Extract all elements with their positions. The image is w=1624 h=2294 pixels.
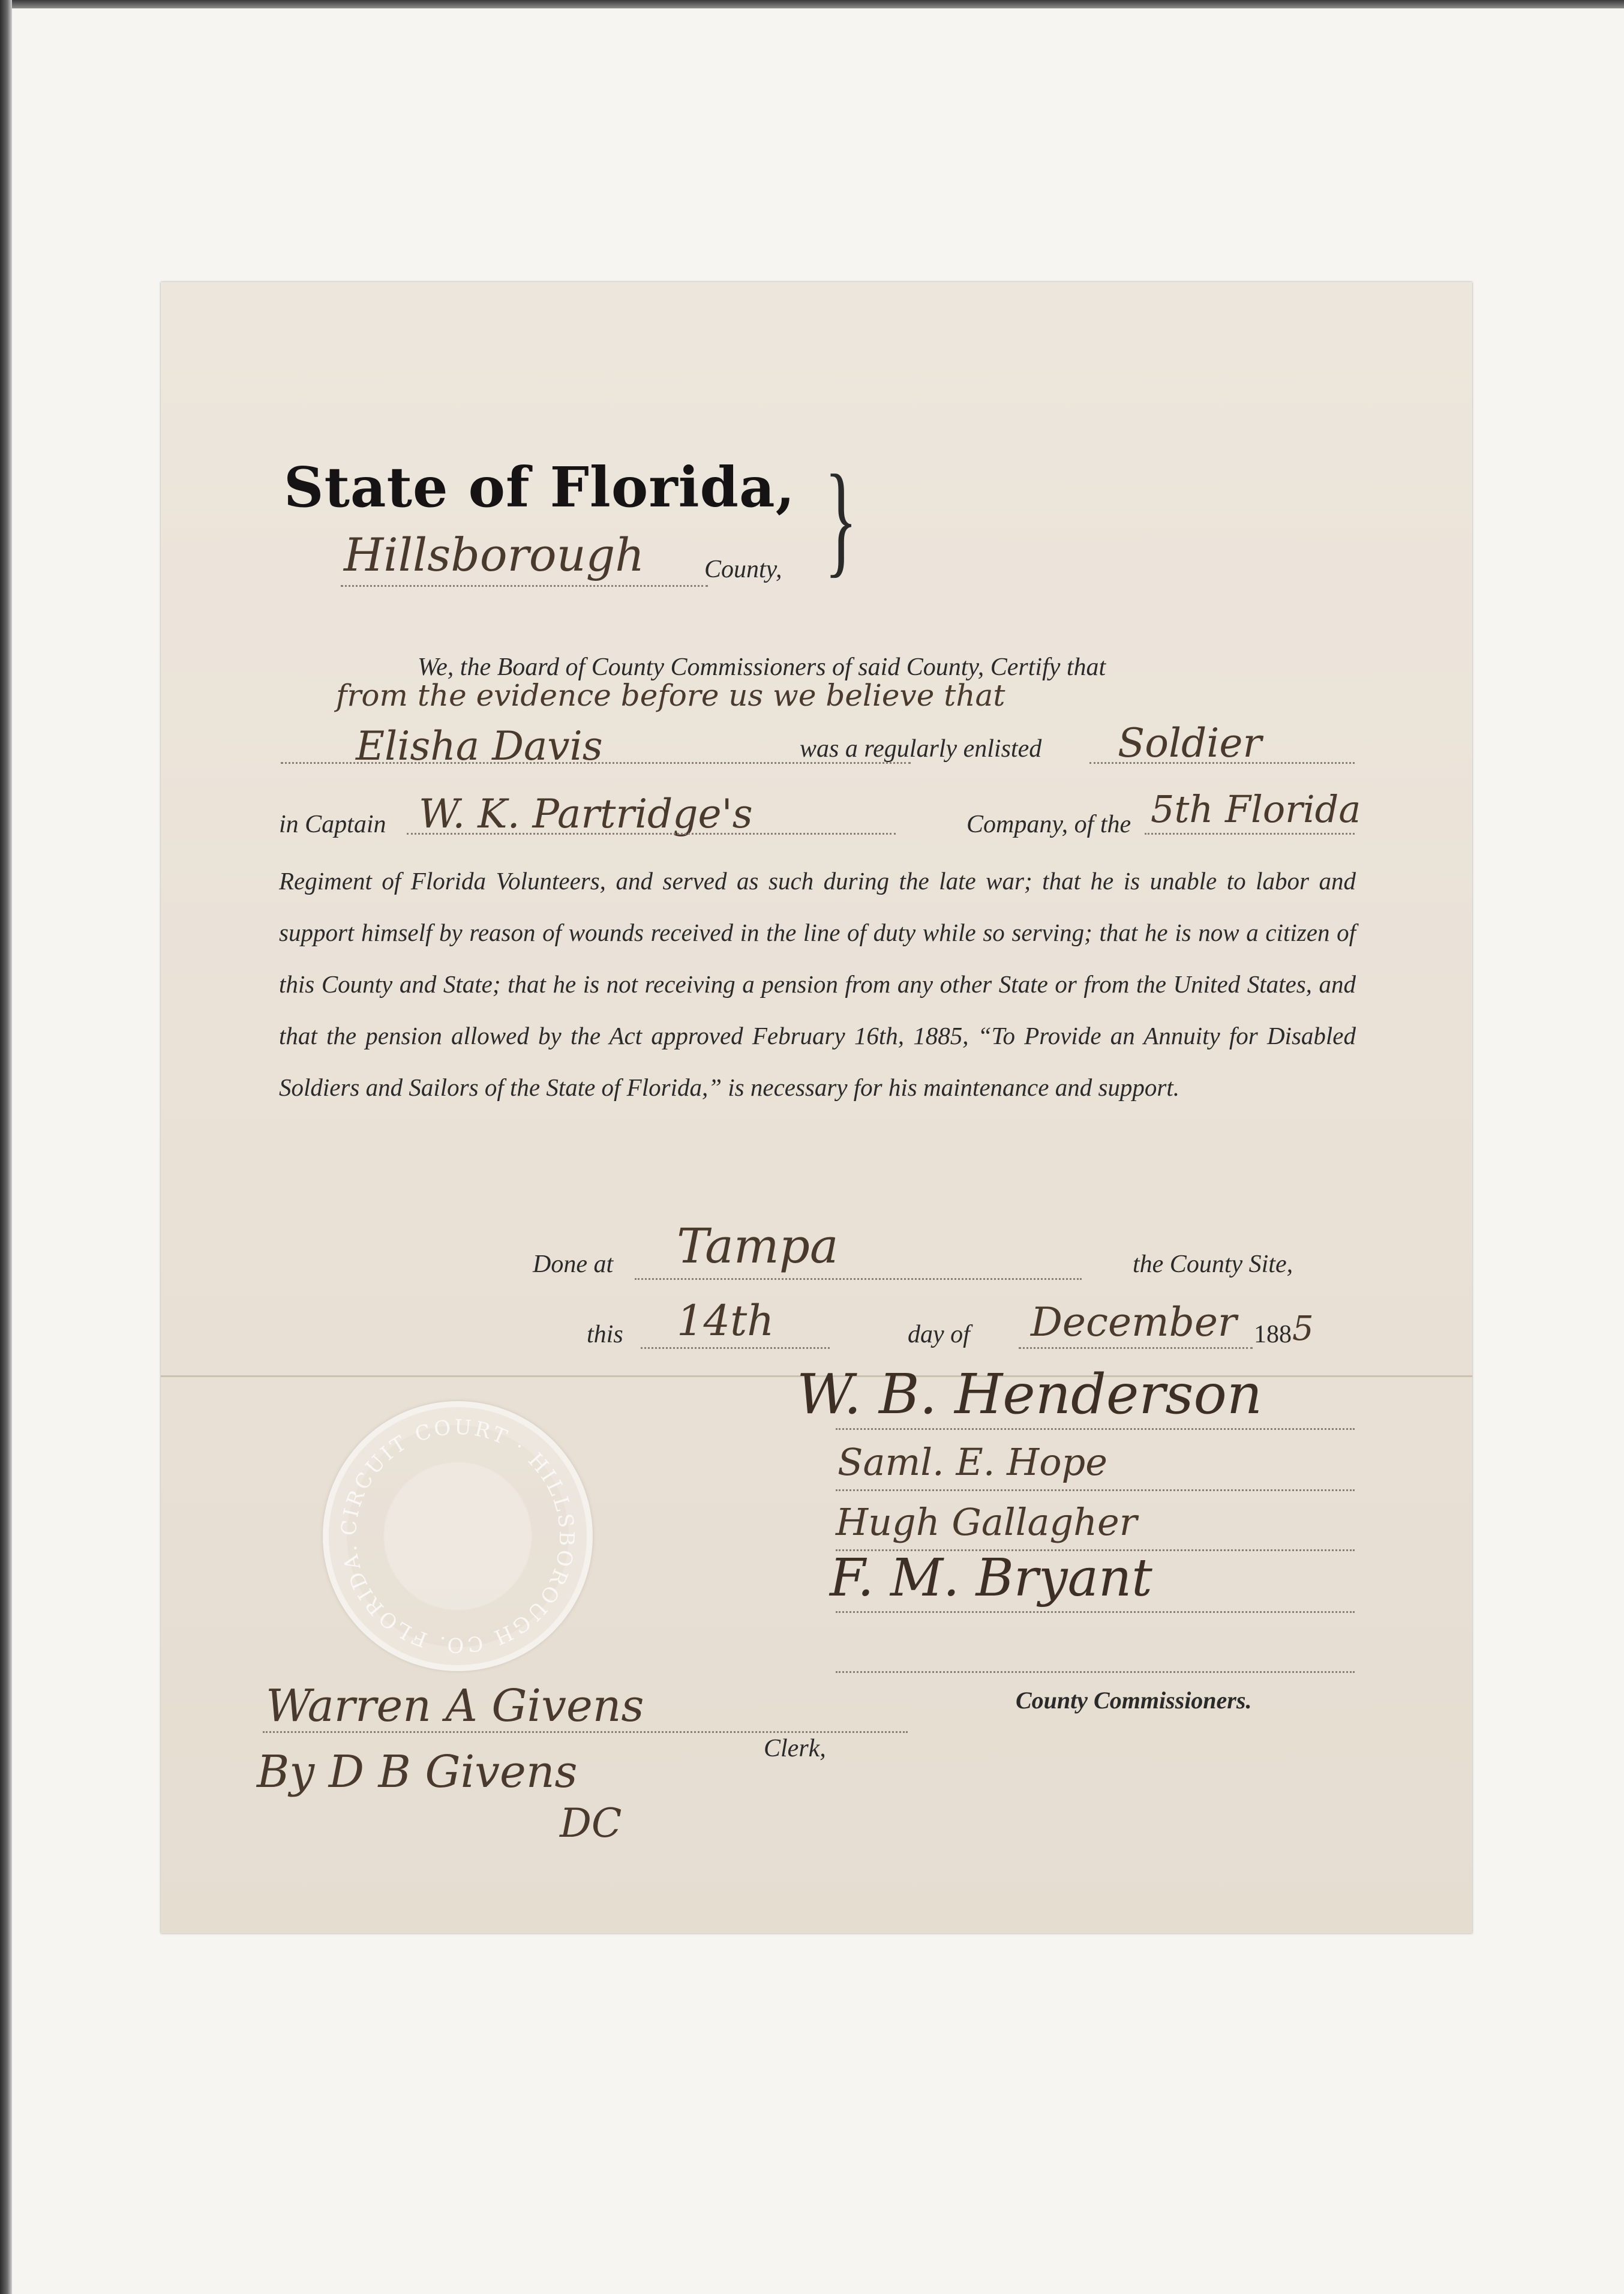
intro-text: We, the Board of County Commissioners of said County, Certify that [418, 653, 1106, 681]
done-at-label: Done at [533, 1251, 614, 1278]
captain-name: W. K. Partridge's [419, 791, 753, 837]
place-value: Tampa [677, 1218, 839, 1274]
clerk-rule [263, 1731, 908, 1733]
scan-edge-top [0, 0, 1624, 8]
county-name: Hillsborough [344, 528, 645, 581]
year-suffix: 5 [1292, 1309, 1314, 1348]
year-prefix: 188 [1254, 1321, 1292, 1348]
commissioner-signature-2: Saml. E. Hope [837, 1440, 1107, 1484]
day-value: 14th [677, 1296, 775, 1345]
rank-value: Soldier [1118, 720, 1262, 766]
enlisted-label: was a regularly enlisted [800, 735, 1042, 763]
clerk-label: Clerk, [764, 1735, 826, 1762]
month-value: December [1031, 1299, 1237, 1345]
company-label: Company, of the [966, 811, 1131, 838]
commissioners-label: County Commissioners. [1016, 1687, 1252, 1714]
soldier-name: Elisha Davis [356, 723, 603, 769]
county-site-label: the County Site, [1133, 1251, 1293, 1278]
circuit-court-seal [323, 1401, 593, 1671]
seal-text: CIRCUIT COURT · HILLSBOROUGH CO. FLORIDA. [337, 1415, 579, 1657]
place-rule [635, 1278, 1082, 1280]
clerk-signature: Warren A Givens [266, 1680, 644, 1732]
captain-label: in Captain [279, 811, 386, 838]
regiment-value: 5th Florida [1151, 787, 1361, 831]
day-of-label: day of [908, 1321, 970, 1348]
rank-rule [1089, 762, 1355, 764]
commissioner-signature-3: Hugh Gallagher [836, 1500, 1137, 1544]
commissioner-signature-1: W. B. Henderson [797, 1362, 1263, 1426]
captain-rule [407, 833, 896, 835]
inserted-phrase: from the evidence before us we believe that [336, 678, 1005, 713]
commissioner-rule-2 [836, 1489, 1355, 1491]
county-rule [341, 585, 708, 587]
document-sheet [161, 282, 1472, 1933]
svg-text:CIRCUIT COURT · HILLSBOROUGH C [337, 1415, 578, 1657]
commissioner-rule-4 [836, 1611, 1355, 1613]
scan-edge-left [0, 0, 12, 2294]
commissioner-rule-5 [836, 1671, 1355, 1673]
month-rule [1019, 1347, 1253, 1349]
county-label: County, [704, 556, 782, 583]
regiment-rule [1145, 833, 1355, 835]
header-brace: } [824, 449, 858, 589]
seal-lettering [329, 1407, 587, 1665]
deputy-clerk-signature: By D B Givens [257, 1746, 578, 1798]
this-label: this [587, 1321, 623, 1348]
commissioner-signature-4: F. M. Bryant [830, 1548, 1152, 1608]
day-rule [641, 1347, 830, 1349]
commissioner-rule-1 [836, 1428, 1355, 1430]
certificate-body: Regiment of Florida Volunteers, and served as such during the late war; that he is unable to labor and support himself by reason of wounds received in the line of duty while so serving; that he is now a citizen of this County and State; that he is not receiving a pension from any other State or from the United States, and that the pension allowed by the Act approved February 16th, 1885, “To Provide an Annuity for Disabled Soldiers and Sailors of the State of Florida,” is necessary for his maintenance and support. [279, 867, 1356, 1101]
deputy-clerk-suffix: DC [560, 1800, 622, 1846]
state-title: State of Florida, [284, 455, 796, 520]
